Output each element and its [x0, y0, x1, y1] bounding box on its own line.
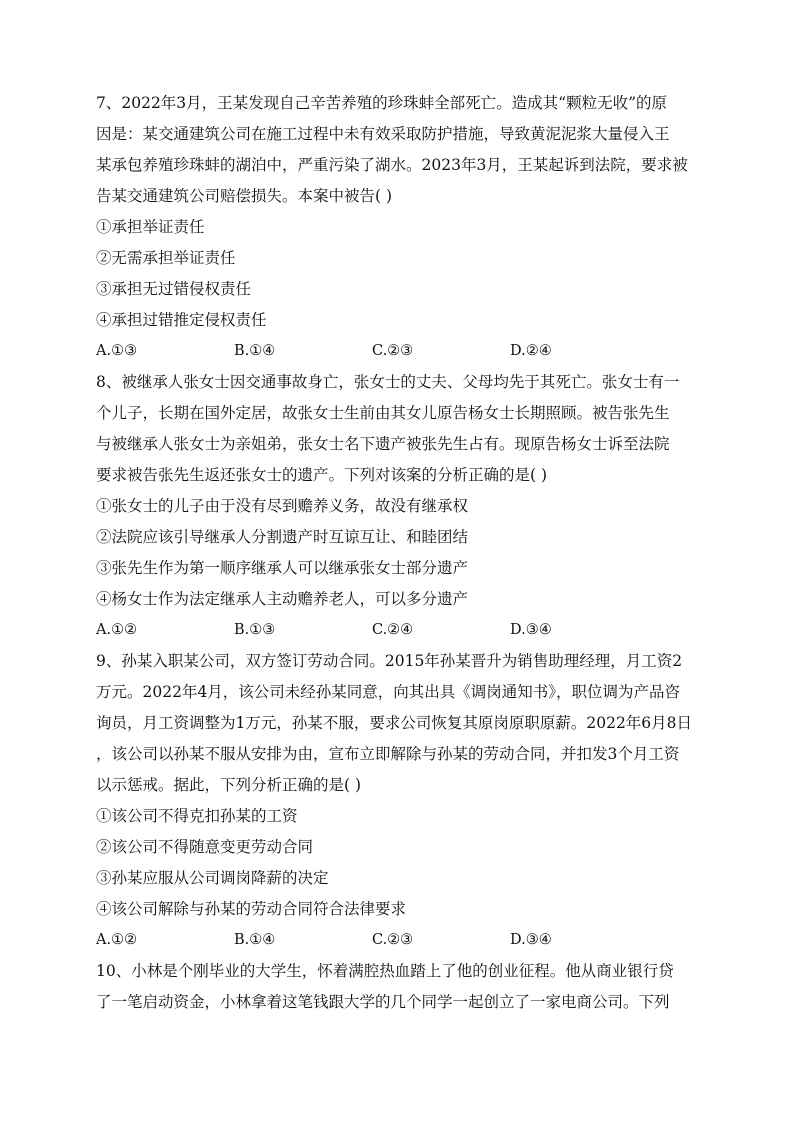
stem-line: ，该公司以孙某不服从安排为由，宣布立即解除与孙某的劳动合同，并扣发3个月工资 — [96, 745, 680, 763]
answer-choices — [96, 336, 700, 367]
stem-line: 8、被继承人张女士因交通事故身亡，张女士的丈夫、父母均先于其死亡。张女士有一 — [96, 373, 680, 391]
answer-choices — [96, 615, 700, 646]
answer-choice-c: C.②④ — [372, 622, 414, 638]
stem-line: 9、孙某入职某公司，双方签订劳动合同。2015年孙某晋升为销售助理经理，月工资2 — [96, 652, 683, 670]
exam-page — [96, 88, 700, 1018]
statement-option: ①该公司不得克扣孙某的工资 — [96, 807, 298, 825]
stem-line: 个儿子，长期在国外定居，故张女士生前由其女儿原告杨女士长期照顾。被告张先生 — [96, 404, 670, 422]
statement-option: ④杨女士作为法定继承人主动赡养老人，可以多分遗产 — [96, 590, 469, 608]
question-7 — [96, 88, 700, 367]
statement-option: ③张先生作为第一顺序继承人可以继承张女士部分遗产 — [96, 559, 469, 577]
answer-choice-d: D.②④ — [510, 343, 552, 359]
stem-line: 10、小林是个刚毕业的大学生，怀着满腔热血踏上了他的创业征程。他从商业银行贷 — [96, 962, 674, 980]
answer-choice-b: B.①③ — [234, 622, 276, 638]
answer-choice-d: D.③④ — [510, 622, 552, 638]
question-8 — [96, 367, 700, 646]
question-stem — [96, 88, 700, 212]
statement-option: ④该公司解除与孙某的劳动合同符合法律要求 — [96, 900, 407, 918]
question-stem — [96, 367, 700, 491]
statement-option: ③承担无过错侵权责任 — [96, 280, 252, 298]
statement-option: ①承担举证责任 — [96, 218, 205, 236]
stem-line: 某承包养殖珍珠蚌的湖泊中，严重污染了湖水。2023年3月，王某起诉到法院，要求被 — [96, 156, 688, 174]
answer-choice-b: B.①④ — [234, 343, 276, 359]
statement-option: ②法院应该引导继承人分割遗产时互谅互让、和睦团结 — [96, 528, 469, 546]
stem-line: 了一笔启动资金，小林拿着这笔钱跟大学的几个同学一起创立了一家电商公司。下列 — [96, 993, 670, 1011]
statement-option: ③孙某应服从公司调岗降薪的决定 — [96, 869, 329, 887]
question-stem — [96, 646, 700, 801]
question-stem — [96, 956, 700, 1018]
stem-line: 告某交通建筑公司赔偿损失。本案中被告( ) — [96, 187, 393, 205]
stem-line: 询员，月工资调整为1万元，孙某不服，要求公司恢复其原岗原职原薪。2022年6月8日 — [96, 714, 693, 732]
stem-line: 7、2022年3月，王某发现自己辛苦养殖的珍珠蚌全部死亡。造成其“颗粒无收”的原 — [96, 94, 668, 112]
answer-choice-d: D.③④ — [510, 932, 552, 948]
stem-line: 与被继承人张女士为亲姐弟，张女士名下遗产被张先生占有。现原告杨女士诉至法院 — [96, 435, 670, 453]
statement-option: ②无需承担举证责任 — [96, 249, 236, 267]
question-9 — [96, 646, 700, 956]
question-10 — [96, 956, 700, 1018]
answer-choice-b: B.①④ — [234, 932, 276, 948]
statement-option: ④承担过错推定侵权责任 — [96, 311, 267, 329]
answer-choice-c: C.②③ — [372, 343, 414, 359]
statement-option: ①张女士的儿子由于没有尽到赡养义务，故没有继承权 — [96, 497, 469, 515]
stem-line: 要求被告张先生返还张女士的遗产。下列对该案的分析正确的是( ) — [96, 466, 548, 484]
answer-choice-a: A.①③ — [96, 343, 138, 359]
answer-choices — [96, 925, 700, 956]
answer-choice-c: C.②③ — [372, 932, 414, 948]
stem-line: 万元。2022年4月，该公司未经孙某同意，向其出具《调岗通知书》，职位调为产品咨 — [96, 683, 681, 701]
answer-choice-a: A.①② — [96, 932, 138, 948]
statement-option: ②该公司不得随意变更劳动合同 — [96, 838, 314, 856]
stem-line: 因是：某交通建筑公司在施工过程中未有效采取防护措施，导致黄泥泥浆大量侵入王 — [96, 125, 670, 143]
stem-line: 以示惩戒。据此，下列分析正确的是( ) — [96, 776, 362, 794]
answer-choice-a: A.①② — [96, 622, 138, 638]
